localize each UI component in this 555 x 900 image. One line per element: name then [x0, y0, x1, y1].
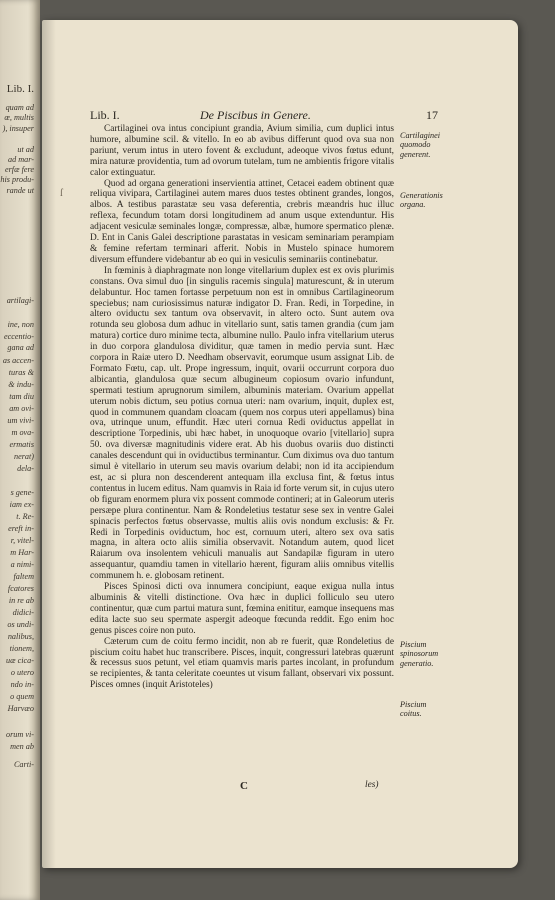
paragraph: Cæterum cum de coitu fermo incidit, non ab re fuerit, quæ Rondeletius de piscium coitu habet huc transcribere. Pisces, inquit, congressuri latebras quærunt & recessus suos petunt, vel etiam quamvis maris partes incolant, in profundum se recipientes, & tanta celeritate coeuntes ut visum fallant, observari vix possunt. Pisces omnes (inquit Aristoteles): [90, 636, 394, 691]
facing-page-fragment: o quem: [10, 692, 34, 701]
paragraph: Pisces Spinosi dicti ova innumera concipiunt, eaque exigua nulla intus albuminis & vitelli distinctione. Ova hæc in duplici folliculo seu utero continentur, quæ cum partui matura sunt, fœmina enititur, eamque insequens mas edita lacte suo seu spermate aspergit adeoque fœcunda reddit. Ego enim hoc genus pisces coire non puto.: [90, 582, 394, 636]
facing-page-fragment: nalibus,: [7, 632, 34, 641]
facing-page-fragment: m Har-: [10, 548, 34, 557]
facing-page-fragment: Lib. I.: [6, 83, 34, 95]
facing-page-fragment: tionem,: [9, 644, 34, 653]
facing-page-fragment: ad mar-: [8, 155, 34, 164]
catchword: les): [365, 780, 379, 790]
facing-page-fragment: ), insuper: [2, 124, 34, 133]
facing-page-fragment: tam diu: [9, 392, 34, 401]
facing-page-fragment: gana ad: [7, 343, 34, 352]
facing-page-fragment: as accen-: [2, 356, 34, 365]
left-page-edge: [0, 0, 40, 900]
facing-page-fragment: ermatis: [9, 440, 34, 449]
facing-page-fragment: erfæ fere: [4, 165, 34, 174]
facing-page-fragment: r, vitel-: [10, 536, 34, 545]
page-number: 17: [426, 108, 438, 122]
margin-note: Cartilaginei quomodo generent.: [400, 131, 441, 159]
facing-page-fragment: quam ad: [5, 103, 34, 112]
facing-page-fragment: rande ut: [6, 186, 34, 195]
facing-page-fragment: o utero: [10, 668, 34, 677]
facing-page-fragment: os undi-: [7, 620, 34, 629]
facing-page-fragment: Carti-: [13, 760, 34, 769]
facing-page-fragment: uæ cica-: [6, 656, 34, 665]
margin-note: Piscium spinosorum generatio.: [400, 640, 439, 668]
facing-page-fragment: nerat): [13, 452, 34, 461]
facing-page-fragment: m ova-: [11, 428, 34, 437]
facing-page-fragment: fcatores: [7, 584, 34, 593]
paragraph: Cartilaginei ova intus concipiunt grandia, Avium similia, cum duplici intus humore, albumine scil. & vitello. In eo ab avibus differunt quod ova sua non pariunt, verum intus in utero fovent & excludunt, adeoque vivos fœtus edunt, mira naturæ providentia, tum ad ovorum tutelam, tum ne ambientis frigore vitalis calor extinguatur.: [90, 124, 394, 178]
signature-mark: C: [240, 780, 248, 792]
facing-page-fragment: eccentio-: [4, 332, 34, 341]
main-text: [90, 124, 394, 691]
reader-mark: ſ: [60, 188, 63, 199]
facing-page-fragment: dela-: [17, 464, 34, 473]
page-gutter: [42, 20, 56, 868]
margin-note: Generationis organa.: [400, 191, 443, 210]
facing-page-fragment: in re ab: [8, 596, 34, 605]
facing-page-fragment: ut ad: [17, 145, 34, 154]
paragraph: Quod ad organa generationi inservientia attinet, Cetacei eadem obtinent quæ reliqua vivipara, Cartilaginei autem mares duos testes obtinent grandes, longos, albos. A testibus parastatæ seu vasa deferentia, crebris mæandris huc illuc reflexa, fecundum totam dorsi longitudinem ad anum usque extenduntur. His adjacent vesiculæ seminales longæ, compressæ, albæ, humore spermatico plenæ. D. Ent in Canis Galei descriptione parastatas in vesicam seminariam perampiam & femine refertam terminari afferit. Nobis in Mustelo spinace humorem diversum effundere videbantur ab eo qui in vesiculis seminariis continebatur.: [90, 178, 394, 265]
facing-page-fragment: ine, non: [7, 320, 34, 329]
facing-page-fragment: faltem: [13, 572, 34, 581]
facing-page-fragment: artilagi-: [6, 296, 34, 305]
margin-note: Piscium coitus.: [400, 700, 427, 719]
facing-page-fragment: s gene-: [10, 488, 34, 497]
facing-page-fragment: orum vi-: [6, 730, 34, 739]
facing-page-fragment: men ab: [10, 742, 34, 751]
facing-page-fragment: ereft in-: [8, 524, 34, 533]
facing-page-fragment: iam ex-: [9, 500, 34, 509]
facing-page-fragment: turas &: [8, 368, 34, 377]
facing-page-fragment: his produ-: [0, 175, 34, 184]
facing-page-fragment: œ, multis: [4, 113, 34, 122]
facing-page-fragment: um vivi-: [7, 416, 34, 425]
running-title: De Piscibus in Genere.: [200, 108, 311, 122]
facing-page-fragment: didici-: [12, 608, 34, 617]
facing-page-fragment: Harvæo: [7, 704, 34, 713]
facing-page-fragment: ndo in-: [10, 680, 34, 689]
running-header: [90, 108, 438, 122]
facing-page-fragment: am ovi-: [9, 404, 34, 413]
facing-page-fragment: a nimi-: [10, 560, 34, 569]
book-number: Lib. I.: [90, 108, 120, 122]
facing-page-fragment: t. Re-: [16, 512, 34, 521]
paragraph: In fœminis à diaphragmate non longe vitellarium duplex est ex ovis plurimis constans. Ova simul duo [in singulis racemis singula] maturescunt, & in uterum delabuntur. Hoc tamen fortasse perpetuum non est in omnibus Cartilagineorum speciebus; nam curiosissimus naturæ indigator D. Fran. Redi, in Torpedine, in altero oviductu sex tantum ova observavit, in altero octo. Sunt autem ova rotunda seu globosa dum adhuc in vitellario sunt, satis tamen grandia (cum jam matura) cortice duro minime tecta, albumine nullo. Paulo infra vitellarium uterus in duo corpora glandulosa dividitur, quæ tamen in medio pervia sunt. Hæc corpora in Raiæ utero D. Needham observavit, eorumque usum assignat Lib. de Formato Fœtu, cap. ult. Prope ingressum, inquit, ovarii occurrunt corpora duo albicantia, glandulosa quæ secum albugineum copiosum ovario infundunt, spermati testium aprugnorum similem, albuminis materiam. Ovarium appellat uterum nobis dictum, seu potius cornua uteri: nam ovarium, inquit, duplex est, quod in communem quandam cloacam (quem nos corpus uteri appellamus) bina ova, utrinque unum, effundit. Hæc uteri cornua Redi oviductus appellat in descriptione Torpedinis, ubi hæc habet, in unoquoque ovario [vitellario] supra 50. ova diversæ magnitudinis videre erat. Ab his duobus ovariis duo distincti canales descendunt qui in oviductibus terminantur. Cum diximus ova duo tantum simul è vitellario in uterum seu mavis ovarium delabi; non id ita accipiendum est, ac si plura non descenderent antequam illa exclusa fint, & fœtus intus contentus in lucem editus. Nam quamvis in Raia id forte verum sit, in cujus utero ob figuram enormem plura vix possent commode contineri; at in Galeorum uteris persæpe plura continentur. Nam & Rondeletius testatur sese sex in ventre Galei spinacis perfectos fœtus observasse, multis aliis ovis nondum exclusis: & Fr. Redi in Torpedinis oviductum, hoc est, cornuum uteri, altero sex ova satis magna, in altera octo aliis similia observavit. Notandum autem, quod licet Raiarum ova insolentem vehiculi manualis aut Sandapilæ figuram in utero assequantur, quamdiu tamen in vitellario hærent, figuram aliis omnibus vitellis communem h. e. globosam retinent.: [90, 265, 394, 582]
facing-page-fragment: & indu-: [8, 380, 34, 389]
